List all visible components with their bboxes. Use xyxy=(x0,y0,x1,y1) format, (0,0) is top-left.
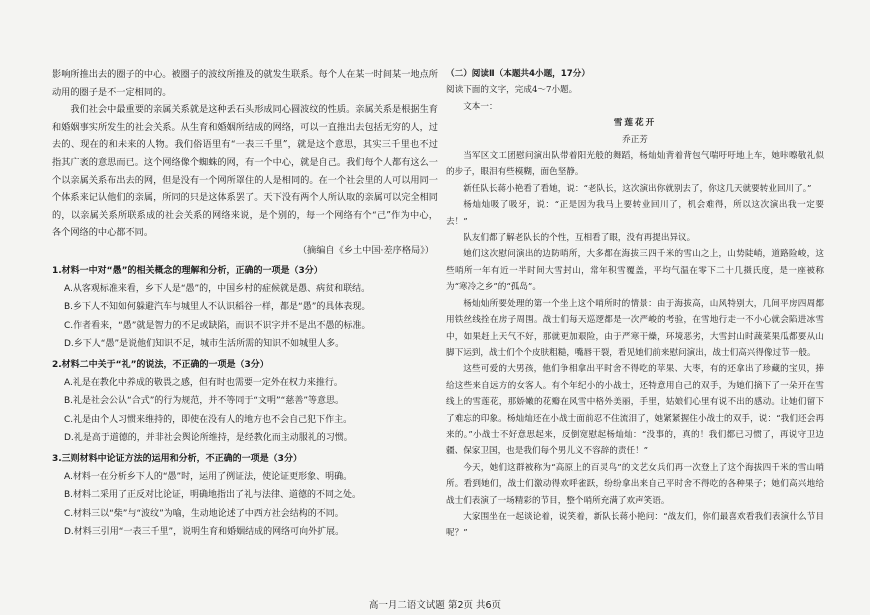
article-title: 雪莲花开 xyxy=(613,118,657,129)
paragraph: 杨灿灿吸了吸牙，说：“正是因为我马上要转业回川了，机会难得，所以这次演出我一定要去！” xyxy=(446,200,824,227)
paragraph: 当军区文工团慰问演出队带着阳光般的舞蹈，杨灿灿背着背包气喘吁吁地上车，她咔嚓敬礼似的步子，眼泪有些模糊，面色坚静。 xyxy=(446,151,824,178)
paragraph: 影响所推出去的圈子的中心。被圈子的波纹所推及的就发生联系。每个人在某一时间某一地点所动用的圈子是不一定相同的。 xyxy=(52,69,438,98)
instructions: 阅读下面的文字，完成4～7小题。 xyxy=(446,85,578,96)
option-3b: B.材料二采用了正反对比论证，明确地指出了礼与法律、道德的不同之处。 xyxy=(64,490,362,501)
option-1c: C.作者看来，“愚”就是智力的不足或缺陷，而识不识字并不是出不愚的标准。 xyxy=(64,320,371,331)
question-2: 2.材料二中关于“礼”的说法，不正确的一项是（3分） xyxy=(52,359,269,370)
option-1b: B.乡下人不知如何躲避汽车与城里人不认识稻谷一样，都是“愚”的具体表现。 xyxy=(64,302,371,313)
paragraph: 今天，她们这群被称为“高原上的百灵鸟”的文艺女兵们再一次登上了这个海拔四千米的雪山哨所。看到她们，战士们激动得欢呼雀跃，纷纷拿出来自己平时舍不得吃的各种果子；她们高兴地给战士们表演了一场精彩的节目，整个哨所充满了欢声笑语。 xyxy=(446,462,824,506)
paragraph: 队友们都了解老队长的个性，互相看了眼，没有再提出异议。 xyxy=(463,233,696,244)
source-citation: （摘编自《乡土中国·差序格局》） xyxy=(297,244,434,256)
option-2a: A.礼是在教化中养成的敬畏之感，但有时也需要一定外在权力来推行。 xyxy=(64,377,343,388)
paragraph: 她们这次慰问演出的边防哨所，大多都在海拔三四千米的雪山之上，山势陡峭，道路险峻，这些哨所一年有近一半时间大雪封山，常年积雪覆盖，平均气温在零下二十几摄氏度，是一座被称为“寒冷之乡”的“孤岛”。 xyxy=(446,249,824,293)
paragraph: 这些可爱的大男孩，他们争相拿出平时舍不得吃的苹果、大枣，有的还拿出了珍藏的宝贝，捧给这些来自远方的女客人。有个年纪小的小战士，还特意用自己的双手，为她们摘下了一朵开在雪线上的雪莲花，那娇嫩的花瓣在风雪中格外美丽，手里，姑娘们心里有说不出的感动。让她们留下了难忘的印象。杨灿灿还在小战士面前忍不住流泪了，她紧紧握住小战士的双手，说：“我们还会再来的。”小战士不好意思起来，反倒宽慰起杨灿灿：“没事的，真的！我们都已习惯了，再说守卫边疆、保家卫国，也是我们每个男儿义不容辞的责任！” xyxy=(446,364,824,457)
option-2b: B.礼是社会公认“合式”的行为规范，并不等同于“文明”“慈善”等意思。 xyxy=(64,396,345,407)
right-column xyxy=(446,66,824,542)
paragraph: 杨灿灿所要处理的第一个坐上这个哨所时的情景：由于海拔高，山风特别大，几间平房四周都用铁丝线拴在房子周围。战士们每天巡逻都是一次严峻的考验，在雪地行走一不小心就会陷进冰雪中，如果赶上天气不好，那就更加艰险，由于严寒干燥，环境恶劣，大雪封山时蔬菜果瓜都要从山脚下运到，战士们个个皮肤粗糙，嘴唇干裂，看见她们前来慰问演出，战士们高兴得像过节一般。 xyxy=(446,298,824,358)
question-1: 1.材料一中对“愚”的相关概念的理解和分析，正确的一项是（3分） xyxy=(52,265,323,276)
question-3: 3.三则材料中论证方法的运用和分析，不正确的一项是（3分） xyxy=(52,453,302,464)
option-3c: C.材料三以“柴”与“波纹”为喻，生动地论述了中西方社会结构的不同。 xyxy=(64,508,344,519)
page-footer: 高一月二语文试题 第2页 共6页 xyxy=(368,600,502,611)
option-3d: D.材料三引用“一表三千里”，说明生育和婚姻结成的网络可向外扩展。 xyxy=(64,527,345,538)
paragraph: 我们社会中最重要的亲属关系就是这种丢石头形成同心圆波纹的性质。亲属关系是根据生育和婚姻事实所发生的社会关系。从生育和婚姻所结成的网络，可以一直推出去包括无穷的人，过去的、现在的和未来的人物。我们俗语里有“一表三千里”，就是这个意思，其实三千里也不过指其广袤的意思而已。这个网络像个蜘蛛的网，有一个中心，就是自己。我们每个人都有这么一个以亲属关系布出去的网，但是没有一个网所罩住的人是相同的。在一个社会里的人可以用同一个体系来记认他们的亲属，所同的只是这体系罢了。天下没有两个人所认取的亲属可以完全相同的，以亲属关系所联系成的社会关系的网络来说，是个别的，每一个网络有个“己”作为中心，各个网络的中心都不同。 xyxy=(52,104,438,239)
section-heading: （二）阅读Ⅱ（本题共4小题，17分） xyxy=(446,69,590,79)
option-2c: C.礼是由个人习惯来维持的，即使在没有人的地方也不会自己犯下作主。 xyxy=(64,414,353,425)
option-1a: A.从客观标准来看，乡下人是“愚”的，中国乡村的症候就是愚、病贫和联结。 xyxy=(64,283,371,294)
paragraph: 新任队长蒋小艳看了看她，说：“老队长，这次演出你就别去了，你这几天就要转业回川了。” xyxy=(463,183,812,194)
option-1d: D.乡下人“愚”是说他们知识不足，城市生活所需的知识不如城里人多。 xyxy=(64,339,345,350)
left-column xyxy=(52,66,438,542)
paragraph: 大家围坐在一起谈论着，说笑着，新队长蒋小艳问：“战友们，你们最喜欢看我们表演什么节目呢？” xyxy=(446,511,824,539)
article-author: 乔正芳 xyxy=(622,134,648,145)
option-3a: A.材料一在分析乡下人的“愚”时，运用了例证法，使论证更形象、明确。 xyxy=(64,472,353,482)
option-2d: D.礼是高于道德的，并非社会舆论所维持，是经教化而主动服礼的习惯。 xyxy=(64,433,353,444)
text-label: 文本一： xyxy=(463,101,498,112)
